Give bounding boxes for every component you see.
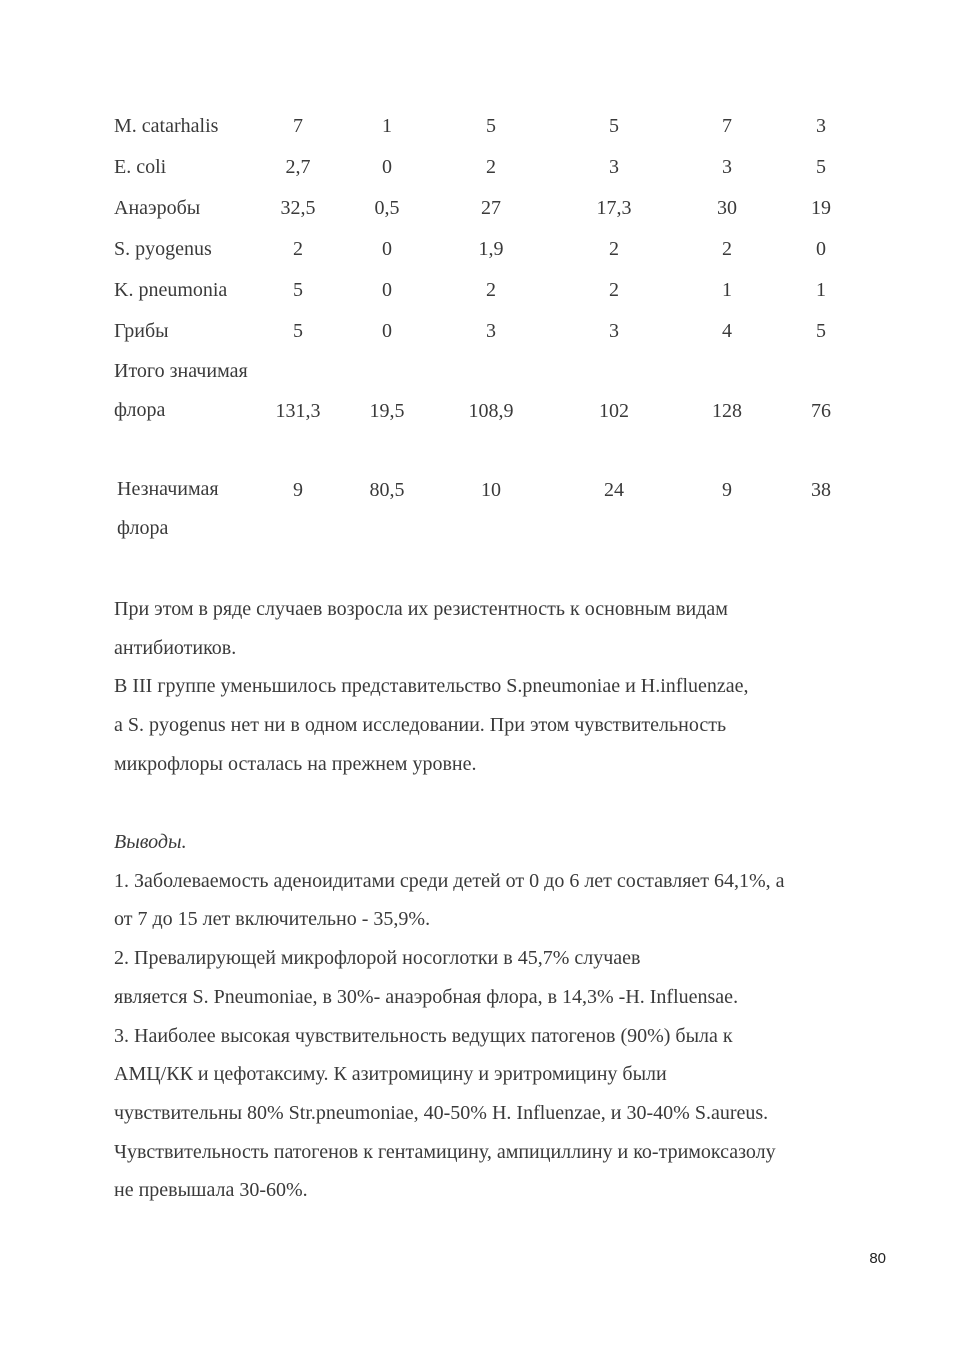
row-label: K. pneumonia [114, 279, 228, 301]
table-cell: 5 [293, 320, 303, 342]
microflora-table [114, 106, 874, 549]
row-label: Незначимая флора [117, 478, 219, 539]
paragraph-line: В III группе уменьшилось представительство S.pneumoniae и H.influenzae, [114, 675, 749, 698]
conclusion-line: от 7 до 15 лет включительно - 35,9%. [114, 908, 431, 931]
table-cell: 0 [382, 238, 392, 260]
table-cell: 9 [293, 479, 303, 501]
table-cell: 0 [382, 279, 392, 301]
paragraph-line: микрофлоры осталась на прежнем уровне. [114, 752, 477, 775]
row-label: Грибы [114, 320, 169, 342]
conclusion-line: 2. Превалирующей микрофлорой носоглотки в 45,7% случаев [114, 947, 641, 970]
table-cell: 3 [486, 320, 496, 342]
table-cell: 5 [609, 115, 619, 137]
table-row [114, 229, 874, 270]
row-label: Итого значимая флора [114, 360, 248, 421]
conclusions-section [114, 823, 874, 1210]
table-cell: 3 [722, 156, 732, 178]
table-cell: 30 [717, 197, 737, 219]
table-cell: 131,3 [275, 400, 321, 422]
table-row [114, 270, 874, 311]
table-row [114, 188, 874, 229]
table-cell: 3 [609, 156, 619, 178]
conclusion-line: 3. Наиболее высокая чувствительность ведущих патогенов (90%) была к [114, 1024, 733, 1047]
conclusion-line: чувствительны 80% Str.pneumoniae, 40-50% H. Influenzae, и 30-40% S.aureus. [114, 1101, 769, 1124]
table-cell: 1 [382, 115, 392, 137]
table-cell: 108,9 [468, 400, 514, 422]
table-cell: 32,5 [280, 197, 316, 219]
row-label: M. catarhalis [114, 115, 219, 137]
conclusions-heading: Выводы. [114, 831, 187, 853]
table-cell: 19 [811, 197, 831, 219]
table-cell: 128 [712, 400, 742, 422]
table-cell: 19,5 [369, 400, 405, 422]
table-cell: 17,3 [596, 197, 632, 219]
table-row-total [114, 352, 874, 470]
conclusion-line: АМЦ/КК и цефотаксиму. К азитромицину и эритромицину были [114, 1063, 667, 1086]
table-row-insignificant [114, 470, 874, 549]
conclusion-line: 1. Заболеваемость аденоидитами среди детей от 0 до 6 лет составляет 64,1%, а [114, 869, 785, 892]
paragraph-line: антибиотиков. [114, 636, 237, 659]
table-cell: 2 [486, 279, 496, 301]
table-cell: 10 [481, 479, 501, 501]
conclusion-line: является S. Pneumoniae, в 30%- анаэробная флора, в 14,3% -H. Influensae. [114, 985, 739, 1008]
table-cell: 1 [722, 279, 732, 301]
table-cell: 5 [293, 279, 303, 301]
row-label: E. coli [114, 156, 167, 178]
paragraph-line: а S. pyogenus нет ни в одном исследовании. При этом чувствительность [114, 714, 727, 737]
table-cell: 7 [722, 115, 732, 137]
table-cell: 2 [609, 279, 619, 301]
table-cell: 5 [816, 156, 826, 178]
table-cell: 0 [382, 156, 392, 178]
table-cell: 102 [599, 400, 629, 422]
table-cell: 2 [293, 238, 303, 260]
row-label: Анаэробы [114, 197, 201, 219]
body-text [114, 590, 874, 784]
table-row [114, 106, 874, 147]
table-cell: 2 [486, 156, 496, 178]
table-cell: 0 [382, 320, 392, 342]
table-row [114, 311, 874, 352]
table-cell: 7 [293, 115, 303, 137]
table-cell: 0,5 [374, 197, 400, 219]
conclusion-line: Чувствительность патогенов к гентамицину, ампициллину и ко-тримоксазолу [114, 1140, 776, 1163]
table-cell: 9 [722, 479, 732, 501]
row-label: S. pyogenus [114, 238, 212, 260]
page-number: 80 [869, 1250, 886, 1267]
table-cell: 4 [722, 320, 732, 342]
table-cell: 3 [816, 115, 826, 137]
table-cell: 38 [811, 479, 831, 501]
table-cell: 5 [816, 320, 826, 342]
table-row [114, 147, 874, 188]
table-cell: 5 [486, 115, 496, 137]
table-cell: 0 [816, 238, 826, 260]
table-cell: 2 [609, 238, 619, 260]
table-cell: 2 [722, 238, 732, 260]
table-cell: 3 [609, 320, 619, 342]
conclusion-line: не превышала 30-60%. [114, 1179, 308, 1202]
table-cell: 76 [811, 400, 831, 422]
table-cell: 1 [816, 279, 826, 301]
table-cell: 2,7 [285, 156, 311, 178]
table-cell: 80,5 [369, 479, 405, 501]
table-cell: 27 [481, 197, 501, 219]
paragraph-line: При этом в ряде случаев возросла их резистентность к основным видам [114, 598, 728, 620]
table-cell: 1,9 [478, 238, 504, 260]
table-cell: 24 [604, 479, 624, 501]
